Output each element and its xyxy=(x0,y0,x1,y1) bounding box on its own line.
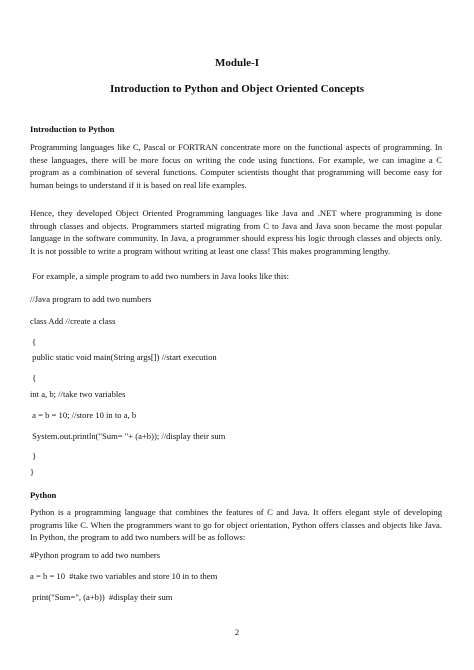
code-line: int a, b; //take two variables xyxy=(30,389,126,399)
code-line: a = b = 10 #take two variables and store 10 in to them xyxy=(30,571,218,581)
paragraph-intro: Programming languages like C, Pascal or FORTRAN concentrate more on the functional aspects of programming. In these languages, there will be more focus on writing the code using functions. For example, we can imagine a C program as a combination of several functions. Computer scientists thought that programming will become easy for human beings to understand if it is based on real life examples. xyxy=(30,142,442,190)
code-line: print("Sum=", (a+b)) #display their sum xyxy=(30,592,173,602)
java-example-intro: For example, a simple program to add two numbers in Java looks like this: xyxy=(30,271,289,281)
code-line: { xyxy=(32,337,37,347)
code-line: #Python program to add two numbers xyxy=(30,550,161,560)
page-number: 2 xyxy=(234,627,240,637)
code-line: System.out.println("Sum= "+ (a+b)); //display their sum xyxy=(30,431,226,441)
code-line: } xyxy=(30,451,37,461)
code-line: class Add //create a class xyxy=(30,316,116,326)
module-title: Module-I xyxy=(215,57,259,69)
code-line: { xyxy=(30,373,37,383)
code-line: public static void main(String args[]) //start execution xyxy=(30,352,217,362)
section-heading-python: Python xyxy=(30,490,57,500)
paragraph-python: Python is a programming language that combines the features of C and Java. It offers elegant style of developing programs like C. When the programmers want to go for object orientation, Python offers classes and objects like Java. In Python, the program to add two numbers will be as follows: xyxy=(30,507,442,543)
code-line: a = b = 10; //store 10 in to a, b xyxy=(30,410,137,420)
section-heading-introduction: Introduction to Python xyxy=(30,124,115,134)
chapter-title: Introduction to Python and Object Oriented Concepts xyxy=(109,83,365,95)
paragraph-oop: Hence, they developed Object Oriented Programming languages like Java and .NET where programming is done through classes and objects. Programmers started migrating from C to Java and Java soon became the most popular language in the software community. In Java, a programmer should express his logic through classes and objects only. It is not possible to write a program without writing at least one class! This makes programming lengthy. xyxy=(30,208,442,256)
code-line: } xyxy=(30,467,35,477)
code-line: //Java program to add two numbers xyxy=(30,294,152,304)
